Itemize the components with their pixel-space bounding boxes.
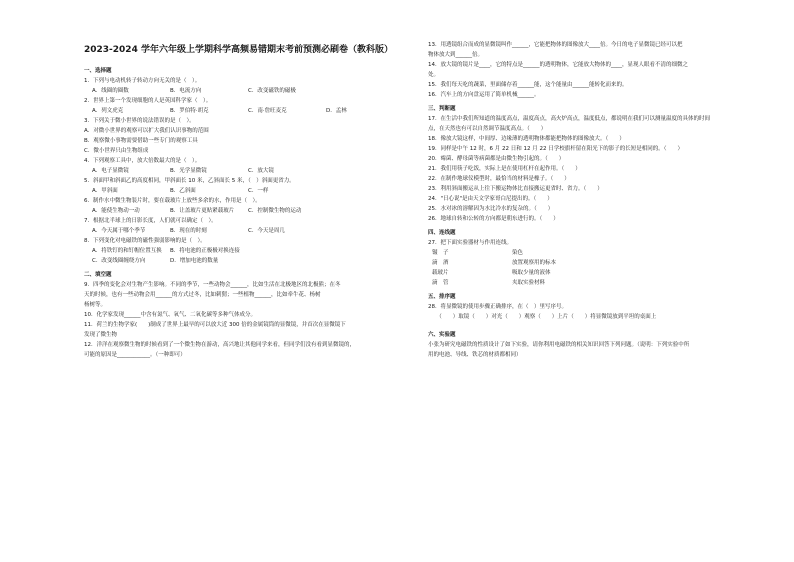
section-heading: 二、填空题 xyxy=(84,272,112,278)
match-left-item: 滴 酒 xyxy=(432,260,449,266)
question-line: 可能的原因是____________。（一种即可） xyxy=(84,352,186,358)
question-line: 5．斜面甲和斜面乙的高度相同，甲斜面长 10 米，乙斜面长 5 米，（ ）斜面更省力。 xyxy=(84,178,295,184)
answer-option: C．今天是周几 xyxy=(248,228,285,234)
answer-option: A．将铁钉的和钉帽位置互换 xyxy=(92,248,162,254)
question-line: 20．霉菌、酵母菌等病菌都是由微生物引起的。（ ） xyxy=(428,156,565,162)
answer-option: C．改变磁铁的磁极 xyxy=(248,88,296,94)
question-line: 21．我们用筷子吃饭，实际上是在使用杠杆在起作用。（ ） xyxy=(428,166,581,172)
answer-option: B．光学显微镜 xyxy=(170,168,207,174)
answer-option: C．放大镜 xyxy=(248,168,274,174)
match-left-item: 滴 管 xyxy=(432,280,449,286)
question-line: 9．四季的变化会对生物产生影响。不同的季节，一些动物会______，比如生活在北极地区的北极熊；在冬 xyxy=(84,282,341,288)
left-column xyxy=(84,62,414,360)
answer-options xyxy=(84,206,414,216)
match-left-item: 镊 子 xyxy=(432,250,449,256)
match-right-item: 染色 xyxy=(512,250,524,256)
question-line: 物体放大到______倍。 xyxy=(428,52,484,58)
question-line: 23．利用斜面搬运从上往下搬运物体比直接搬运更省时、省力。（ ） xyxy=(428,186,603,192)
match-left-item: 载玻片 xyxy=(432,270,449,276)
question-line: 22．在制作地球仪模型时，最恰当的材料是橡子。（ ） xyxy=(428,176,570,182)
spacer xyxy=(428,324,768,326)
question-line: 26．地球自转和公转的方向都是朝东进行的。（ ） xyxy=(428,216,559,222)
question-line: 28．将显微镜的使用步骤正确排序，在（ ）里写序号。 xyxy=(428,304,568,310)
answer-options xyxy=(84,86,414,96)
question-line: C．微小世界只由生物组成 xyxy=(84,148,149,154)
answer-option: C．南·詹旺麦克 xyxy=(248,108,287,114)
section-heading: 三、判断题 xyxy=(428,106,456,112)
answer-option: C．一样 xyxy=(248,188,269,194)
question-line: 点，在天然也有可以自然调节温度高点。（ ） xyxy=(428,126,547,132)
match-right-item: 夹取实验材料 xyxy=(512,280,546,286)
answer-options xyxy=(84,106,414,116)
section-heading: 四、连线题 xyxy=(428,230,456,236)
question-line: 10．化学家发现______中含有氮气、氧气、二氧化碳等多种气体成分。 xyxy=(84,312,257,318)
question-line: 小张为研究电磁铁的性质设计了如下实验，请你利用电磁铁的相关知识回答下列问题。（说明：下列实验中所 xyxy=(428,342,690,348)
question-line: 25．水对冰的溶解因为水比冷水的复杂的。（ ） xyxy=(428,206,554,212)
section-heading: 五、排序题 xyxy=(428,294,456,300)
answer-option: C．改变线圈缠绕方向 xyxy=(92,258,146,264)
question-line: 19．同样是中午 12 时，6 月 22 日和 12 月 22 日学校旗杆留在阳光下的影子的长短是相同的。（ ） xyxy=(428,146,683,152)
section-heading: 六、实验题 xyxy=(428,332,456,338)
match-row xyxy=(428,248,768,258)
answer-option: B．乙斜面 xyxy=(170,188,196,194)
match-right-item: 放置观察用的标本 xyxy=(512,260,557,266)
answer-options xyxy=(84,186,414,196)
answer-option: B．将电池的正极极对换连接 xyxy=(170,248,240,254)
question-line: 11．荷兰的生物学家( )制成了世界上最早的可以放大近 300 倍的金属镜筒的显微镜，并首次在显微镜下 xyxy=(84,322,346,328)
question-line: 27．把下面实验器材与作用连线。 xyxy=(428,240,512,246)
question-line: 13．用透镜组合而成的显微镜叫作______，它能把物体的图像放大____倍。今日的电子显微镜已经可以把 xyxy=(428,42,683,48)
match-row xyxy=(428,258,768,268)
match-right-item: 吸取少量的液体 xyxy=(512,270,551,276)
question-line: 17．在生活中我们所知道的温度高点，温度高点，高火炉高点，温度低点，都说明在我们可以测量温度的具体的时间 xyxy=(428,116,711,122)
question-line: 3．下列关于微小世界的说法错误的是（ ）。 xyxy=(84,118,195,124)
answer-option: D．孟林 xyxy=(326,108,347,114)
question-line: 杨树等。 xyxy=(84,302,107,308)
answer-option: D．增加电池的数量 xyxy=(170,258,219,264)
right-column xyxy=(428,40,768,360)
answer-option: A．甲斜面 xyxy=(92,188,118,194)
question-line: 发现了微生物 xyxy=(84,332,118,338)
answer-option: B．罗伯特·胡克 xyxy=(170,108,209,114)
question-line: 6．制作水中微生物装片时，要在载玻片上放些多余的水，作用是（ ）。 xyxy=(84,198,261,204)
answer-option: B．让盖玻片更贴紧载玻片 xyxy=(170,208,235,214)
question-line: 用的电池、导线、铁芯的材质都相同） xyxy=(428,352,522,358)
answer-options xyxy=(84,256,414,266)
question-line: 16．汽车上的方向盘运用了简单机械______。 xyxy=(428,92,540,98)
page-title: 2023-2024 学年六年级上学期科学高频易错期末考前预测必刷卷（教科版） xyxy=(84,45,393,55)
section-heading: 一、选择题 xyxy=(84,68,112,74)
answer-option: A．今天属于哪个季节 xyxy=(92,228,146,234)
question-line: B．观察微小事物需要借助一些专门的观察工具 xyxy=(84,138,198,144)
question-line: 18．像放大镜这样，中间厚、边缘薄的透明物体都能把物体的图像放大。（ ） xyxy=(428,136,625,142)
question-line: 14．放大镜的镜片是____，它的特点是______的透明物体，它能放大物体的____，显现人眼看不清的细微之 xyxy=(428,62,689,68)
question-line: 12．洋洋在观察微生物的时候看到了一个微生物在游动，高兴地让其他同学来看，但同学们没有看到显微镜的， xyxy=(84,342,356,348)
question-line: A．对微小世界的观察可以扩大我们认识事物的范围 xyxy=(84,128,209,134)
question-line: （ ）取镜（ ）对光（ ）观察（ ）上片（ ）将显微镜放到平坦的桌面上 xyxy=(428,314,657,320)
question-line: 天的时候，也有一些动物会用______的方式过冬，比如刺猬；一些植物______，比如牵牛花、杨树 xyxy=(84,292,321,298)
answer-options xyxy=(84,226,414,236)
answer-option: A．电子显微镜 xyxy=(92,168,129,174)
question-line: 24．"日心说"是由天文学家哥白尼提出的。（ ） xyxy=(428,196,553,202)
match-row xyxy=(428,268,768,278)
answer-option: B．电流方向 xyxy=(170,88,202,94)
answer-option: A．列文虎克 xyxy=(92,108,124,114)
answer-option: C．控制微生物的运动 xyxy=(248,208,302,214)
question-line: 4．下列观察工具中，放大倍数最大的是（ ）。 xyxy=(84,158,201,164)
answer-option: A．能使生物动一动 xyxy=(92,208,140,214)
question-line: 7．根据北半球上的日影长度，人们就可以确定（ ）。 xyxy=(84,218,217,224)
answer-options xyxy=(84,166,414,176)
answer-option: A．线圈的圈数 xyxy=(92,88,129,94)
answer-option: B．现在的时刻 xyxy=(170,228,207,234)
question-line: 15．我们每天吃的蔬菜，里面储存着______能，这个能量由______能转化而来的。 xyxy=(428,82,628,88)
question-line: 1．下列与电动机转子转动方向无关的是（ ）。 xyxy=(84,78,201,84)
answer-options xyxy=(84,246,414,256)
question-line: 处。 xyxy=(428,72,440,78)
question-line: 8．下列变化对电磁铁的磁性强弱影响的是（ ）。 xyxy=(84,238,206,244)
match-row xyxy=(428,278,768,288)
question-line: 2．世界上第一个发现细胞的人是英国科学家（ ）。 xyxy=(84,98,212,104)
